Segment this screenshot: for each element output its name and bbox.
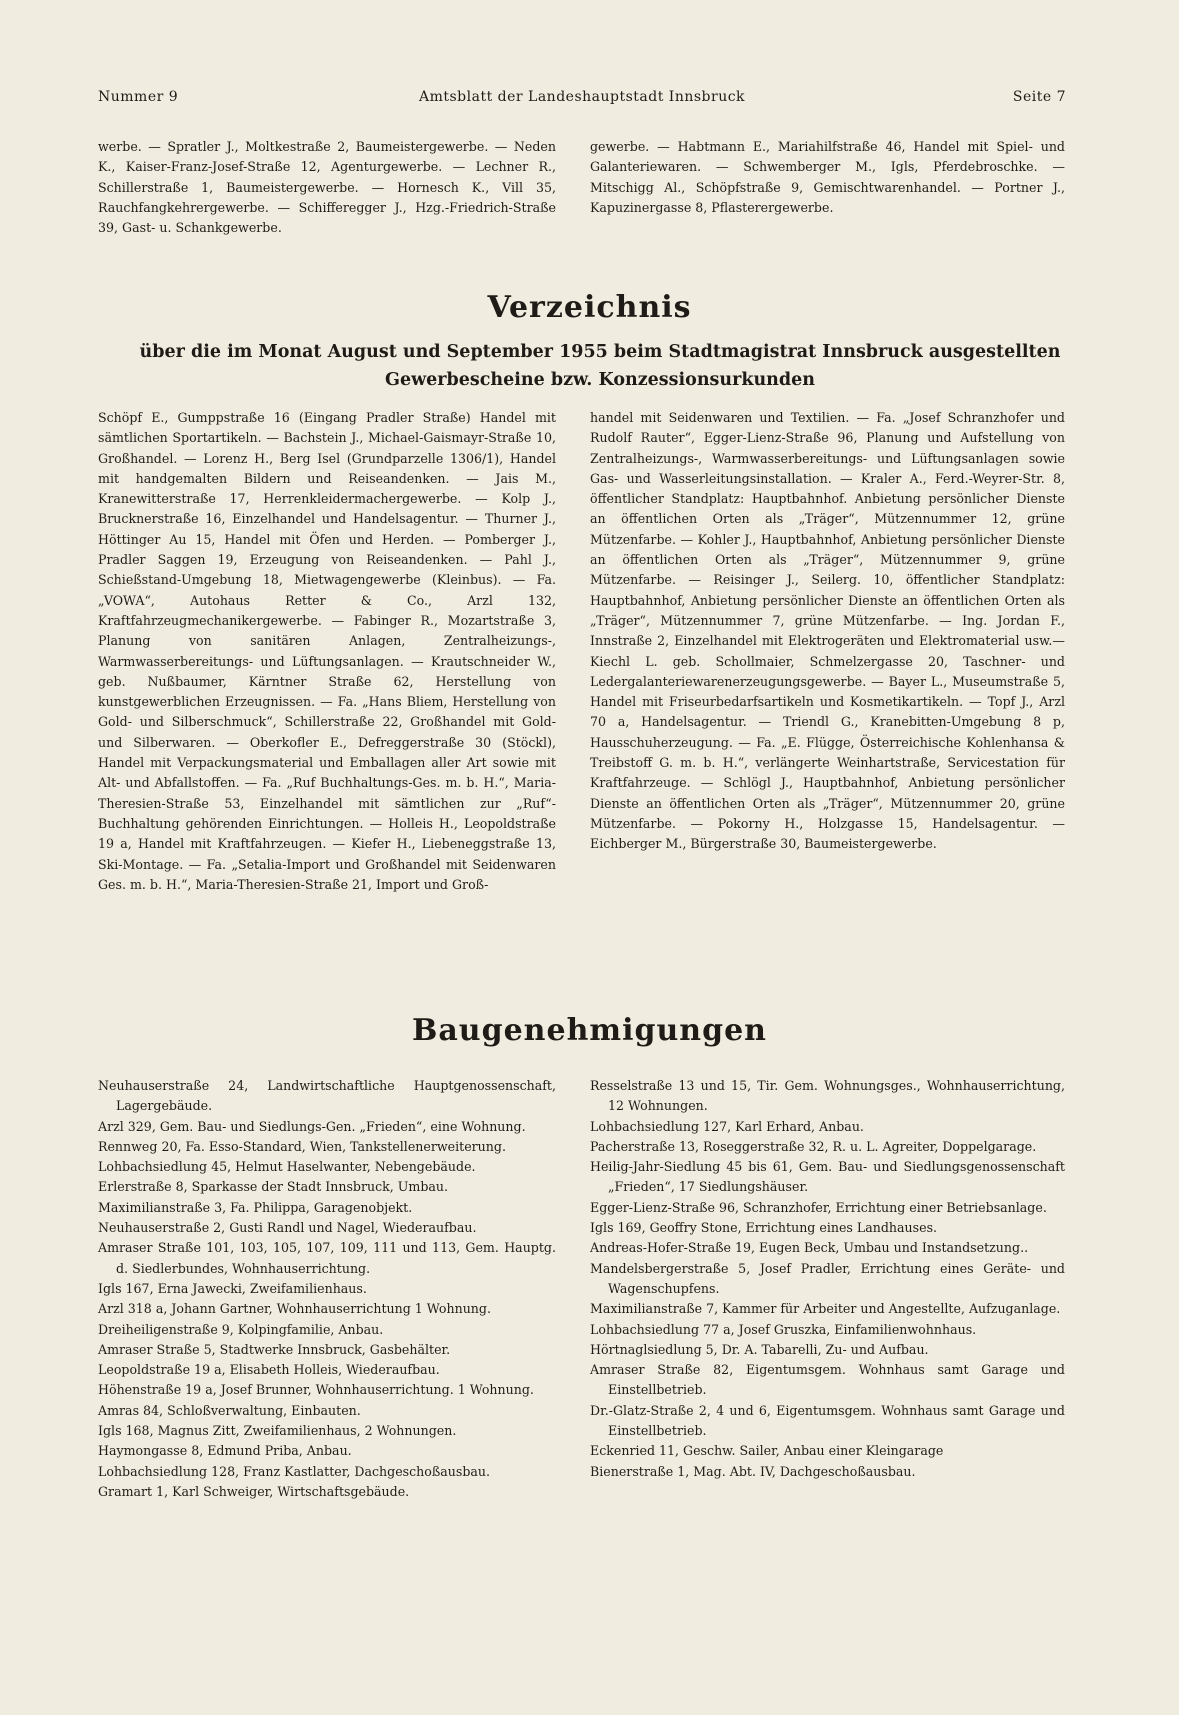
permit-entry: Höhenstraße 19 a, Josef Brunner, Wohnhauserrichtung. 1 Wohnung. — [98, 1382, 534, 1398]
permit-entry: Bienerstraße 1, Mag. Abt. IV, Dachgeschoßausbau. — [590, 1463, 916, 1479]
page-header — [98, 89, 1066, 113]
permit-entry: Arzl 329, Gem. Bau- und Siedlungs-Gen. „Frieden“, eine Wohnung. — [98, 1118, 526, 1134]
top-paragraph-right: gewerbe. — Habtmann E., Mariahilfstraße 46, Handel mit Spiel- und Galanteriewaren. — Schwemberger M., Igls, Pferdebroschke. — Mitschigg Al., Schöpfstraße 9, Gemischtwarenhandel. — Portner J., Kapuzinergasse 8, Pflasterergewerbe. — [590, 139, 1065, 215]
verzeichnis-right-column — [590, 408, 1065, 953]
top-paragraph-left: werbe. — Spratler J., Moltkestraße 2, Baumeistergewerbe. — Neden K., Kaiser-Franz-Josef-Straße 12, Agenturgewerbe. — Lechner R., Schillerstraße 1, Baumeistergewerbe. — Hornesch K., Vill 35, Rauchfangkehrergewerbe. — Schifferegger J., Hzg.-Friedrich-Straße 39, Gast- u. Schankgewerbe. — [98, 139, 556, 236]
top-text-right — [590, 137, 1065, 227]
verzeichnis-paragraph-right: handel mit Seidenwaren und Textilien. — Fa. „Josef Schranzhofer und Rudolf Rauter“, Egger-Lienz-Straße 96, Planung und Aufstellung von Zentralheizungs-, Warmwasserbereitungs- und Lüftungsanlagen sowie Gas- und Wasserleitungsinstallation. — Kraler A., Ferd.-Weyrer-Str. 8, öffentlicher Standplatz: Hauptbahnhof. Anbietung persönlicher Dienste an öffentlichen Orten als „Träger“, Mützennummer 12, grüne Mützenfarbe. — Kohler J., Hauptbahnhof, Anbietung persönlicher Dienste an öffentlichen Orten als „Träger“, Mützennummer 9, grüne Mützenfarbe. — Reisinger J., Seilerg. 10, öffentlicher Standplatz: Hauptbahnhof, Anbietung persönlicher Dienste an öffentlichen Orten als „Träger“, Mützennummer 7, grüne Mützenfarbe. — Ing. Jordan F., Innstraße 2, Einzelhandel mit Elektrogeräten und Elektromaterial usw.— Kiechl L. geb. Schollmaier, Schmelzergasse 20, Taschner- und Ledergalanteriewarenerzeugungsgewerbe. — Bayer L., Museumstraße 5, Handel mit Friseurbedarfsartikeln und Kosmetikartikeln. — Topf J., Arzl 70 a, Handelsagentur. — Triendl G., Kranebitten-Umgebung 8 p, Hausschuherzeugung. — Fa. „E. Flügge, Österreichische Kohlenhansa & Treibstoff G. m. b. H.“, verlängerte Weinhartstraße, Servicestation für Kraftfahrzeuge. — Schlögl J., Hauptbahnhof, Anbietung persönlicher Dienste an öffentlichen Orten als „Träger“, Mützennummer 20, grüne Mützenfarbe. — Pokorny H., Holzgasse 15, Handelsagentur. — Eichberger M., Bürgerstraße 30, Baumeistergewerbe. — [590, 410, 1065, 852]
permit-entry: Eckenried 11, Geschw. Sailer, Anbau einer Kleingarage — [590, 1443, 944, 1459]
permit-entry: Igls 168, Magnus Zitt, Zweifamilienhaus, 2 Wohnungen. — [98, 1423, 457, 1439]
permit-entry: Pacherstraße 13, Roseggerstraße 32, R. u. L. Agreiter, Doppelgarage. — [590, 1138, 1037, 1154]
permit-entry: Hörtnaglsiedlung 5, Dr. A. Tabarelli, Zu- und Aufbau. — [590, 1341, 929, 1357]
baugenehmigungen-heading: Baugenehmigungen — [412, 1013, 767, 1048]
permit-entry: Leopoldstraße 19 a, Elisabeth Holleis, Wiederaufbau. — [98, 1362, 440, 1378]
permit-entry: Amras 84, Schloßverwaltung, Einbauten. — [98, 1402, 361, 1418]
baugenehmigungen-left-column — [98, 1076, 556, 1596]
permit-entry: Andreas-Hofer-Straße 19, Eugen Beck, Umbau und Instandsetzung.. — [590, 1240, 1029, 1256]
permit-entry: Maximilianstraße 3, Fa. Philippa, Garagenobjekt. — [98, 1199, 413, 1215]
permit-entry: Lohbachsiedlung 127, Karl Erhard, Anbau. — [590, 1118, 864, 1134]
permit-entry: Heilig-Jahr-Siedlung 45 bis 61, Gem. Bau- und Siedlungsgenossenschaft „Frieden“, 17 Siedlungshäuser. — [590, 1159, 1065, 1195]
permit-entry: Amraser Straße 82, Eigentumsgem. Wohnhaus samt Garage und Einstellbetrieb. — [590, 1362, 1065, 1398]
permit-entry: Resselstraße 13 und 15, Tir. Gem. Wohnungsges., Wohnhauserrichtung, 12 Wohnungen. — [590, 1078, 1065, 1114]
page-number: Seite 7 — [1012, 89, 1066, 105]
permit-entry: Dreiheiligenstraße 9, Kolpingfamilie, Anbau. — [98, 1321, 384, 1337]
permit-entry: Maximilianstraße 7, Kammer für Arbeiter und Angestellte, Aufzuganlage. — [590, 1301, 1061, 1317]
publication-title: Amtsblatt der Landeshauptstadt Innsbruck — [418, 89, 746, 105]
permit-entry: Erlerstraße 8, Sparkasse der Stadt Innsbruck, Umbau. — [98, 1179, 449, 1195]
permit-entry: Gramart 1, Karl Schweiger, Wirtschaftsgebäude. — [98, 1483, 410, 1499]
top-text-left — [98, 137, 556, 236]
permit-entry: Arzl 318 a, Johann Gartner, Wohnhauserrichtung 1 Wohnung. — [98, 1301, 491, 1317]
verzeichnis-subheading: über die im Monat August und September 1955 beim Stadtmagistrat Innsbruck ausgestellten Gewerbescheine bzw. Konzessionsurkunden — [139, 342, 1061, 390]
permit-entry: Amraser Straße 101, 103, 105, 107, 109, 111 und 113, Gem. Hauptg. d. Siedlerbundes, Wohnhauserrichtung. — [98, 1240, 556, 1276]
permit-entry: Dr.-Glatz-Straße 2, 4 und 6, Eigentumsgem. Wohnhaus samt Garage und Einstellbetrieb. — [590, 1402, 1065, 1439]
issue-number: Nummer 9 — [98, 89, 179, 105]
verzeichnis-left-column — [98, 408, 556, 953]
baugenehmigungen-right-column — [590, 1076, 1065, 1596]
permit-entry: Egger-Lienz-Straße 96, Schranzhofer, Errichtung einer Betriebsanlage. — [590, 1199, 1047, 1215]
permit-entry: Lohbachsiedlung 45, Helmut Haselwanter, Nebengebäude. — [98, 1159, 476, 1175]
permit-entry: Lohbachsiedlung 77 a, Josef Gruszka, Einfamilienwohnhaus. — [590, 1321, 977, 1337]
permit-entry: Igls 169, Geoffry Stone, Errichtung eines Landhauses. — [590, 1220, 938, 1236]
permit-entry: Igls 167, Erna Jawecki, Zweifamilienhaus. — [98, 1280, 367, 1296]
permit-entry: Neuhauserstraße 24, Landwirtschaftliche Hauptgenossenschaft, Lagergebäude. — [98, 1078, 556, 1114]
permit-entry: Lohbachsiedlung 128, Franz Kastlatter, Dachgeschoßausbau. — [98, 1463, 491, 1479]
permit-entry: Mandelsbergerstraße 5, Josef Pradler, Errichtung eines Geräte- und Wagenschupfens. — [590, 1260, 1065, 1296]
permit-entry: Haymongasse 8, Edmund Priba, Anbau. — [98, 1443, 352, 1459]
permit-entry: Neuhauserstraße 2, Gusti Randl und Nagel, Wiederaufbau. — [98, 1220, 477, 1236]
verzeichnis-paragraph-left: Schöpf E., Gumppstraße 16 (Eingang Pradler Straße) Handel mit sämtlichen Sportartikeln. — Bachstein J., Michael-Gaismayr-Straße 10, Großhandel. — Lorenz H., Berg Isel (Grundparzelle 1306/1), Handel mit handgemalten Bildern und Reiseandenken. — Jais M., Kranewitterstraße 17, Herrenkleidermachergewerbe. — Kolp J., Brucknerstraße 16, Einzelhandel und Handelsagentur. — Thurner J., Höttinger Au 15, Handel mit Öfen und Herden. — Pomberger J., Pradler Saggen 19, Erzeugung von Reiseandenken. — Pahl J., Schießstand-Umgebung 18, Mietwagengewerbe (Kleinbus). — Fa. „VOWA“, Autohaus Retter & Co., Arzl 132, Kraftfahrzeugmechanikergewerbe. — Fabinger R., Mozartstraße 3, Planung von sanitären Anlagen, Zentralheizungs-, Warmwasserbereitungs- und Lüftungsanlagen. — Krautschneider W., geb. Nußbaumer, Kärntner Straße 62, Herstellung von kunstgewerblichen Erzeugnissen. — Fa. „Hans Bliem, Herstellung von Gold- und Silberschmuck“, Schillerstraße 22, Großhandel mit Gold- und Silberwaren. — Oberkofler E., Defreggerstraße 30 (Stöckl), Handel mit Verpackungsmaterial und Emballagen aller Art sowie mit Alt- und Abfallstoffen. — Fa. „Ruf Buchhaltungs-Ges. m. b. H.“, Maria-Theresien-Straße 53, Einzelhandel mit sämtlichen zur „Ruf“-Buchhaltung gehörenden Einrichtungen. — Holleis H., Leopoldstraße 19 a, Handel mit Kraftfahrzeugen. — Kiefer H., Liebeneggstraße 13, Ski-Montage. — Fa. „Setalia-Import und Großhandel mit Seidenwaren Ges. m. b. H.“, Maria-Theresien-Straße 21, Import und Groß- — [98, 410, 556, 892]
permit-entry: Rennweg 20, Fa. Esso-Standard, Wien, Tankstellenerweiterung. — [98, 1138, 506, 1154]
permit-entry: Amraser Straße 5, Stadtwerke Innsbruck, Gasbehälter. — [98, 1341, 451, 1357]
verzeichnis-heading: Verzeichnis — [487, 290, 692, 325]
